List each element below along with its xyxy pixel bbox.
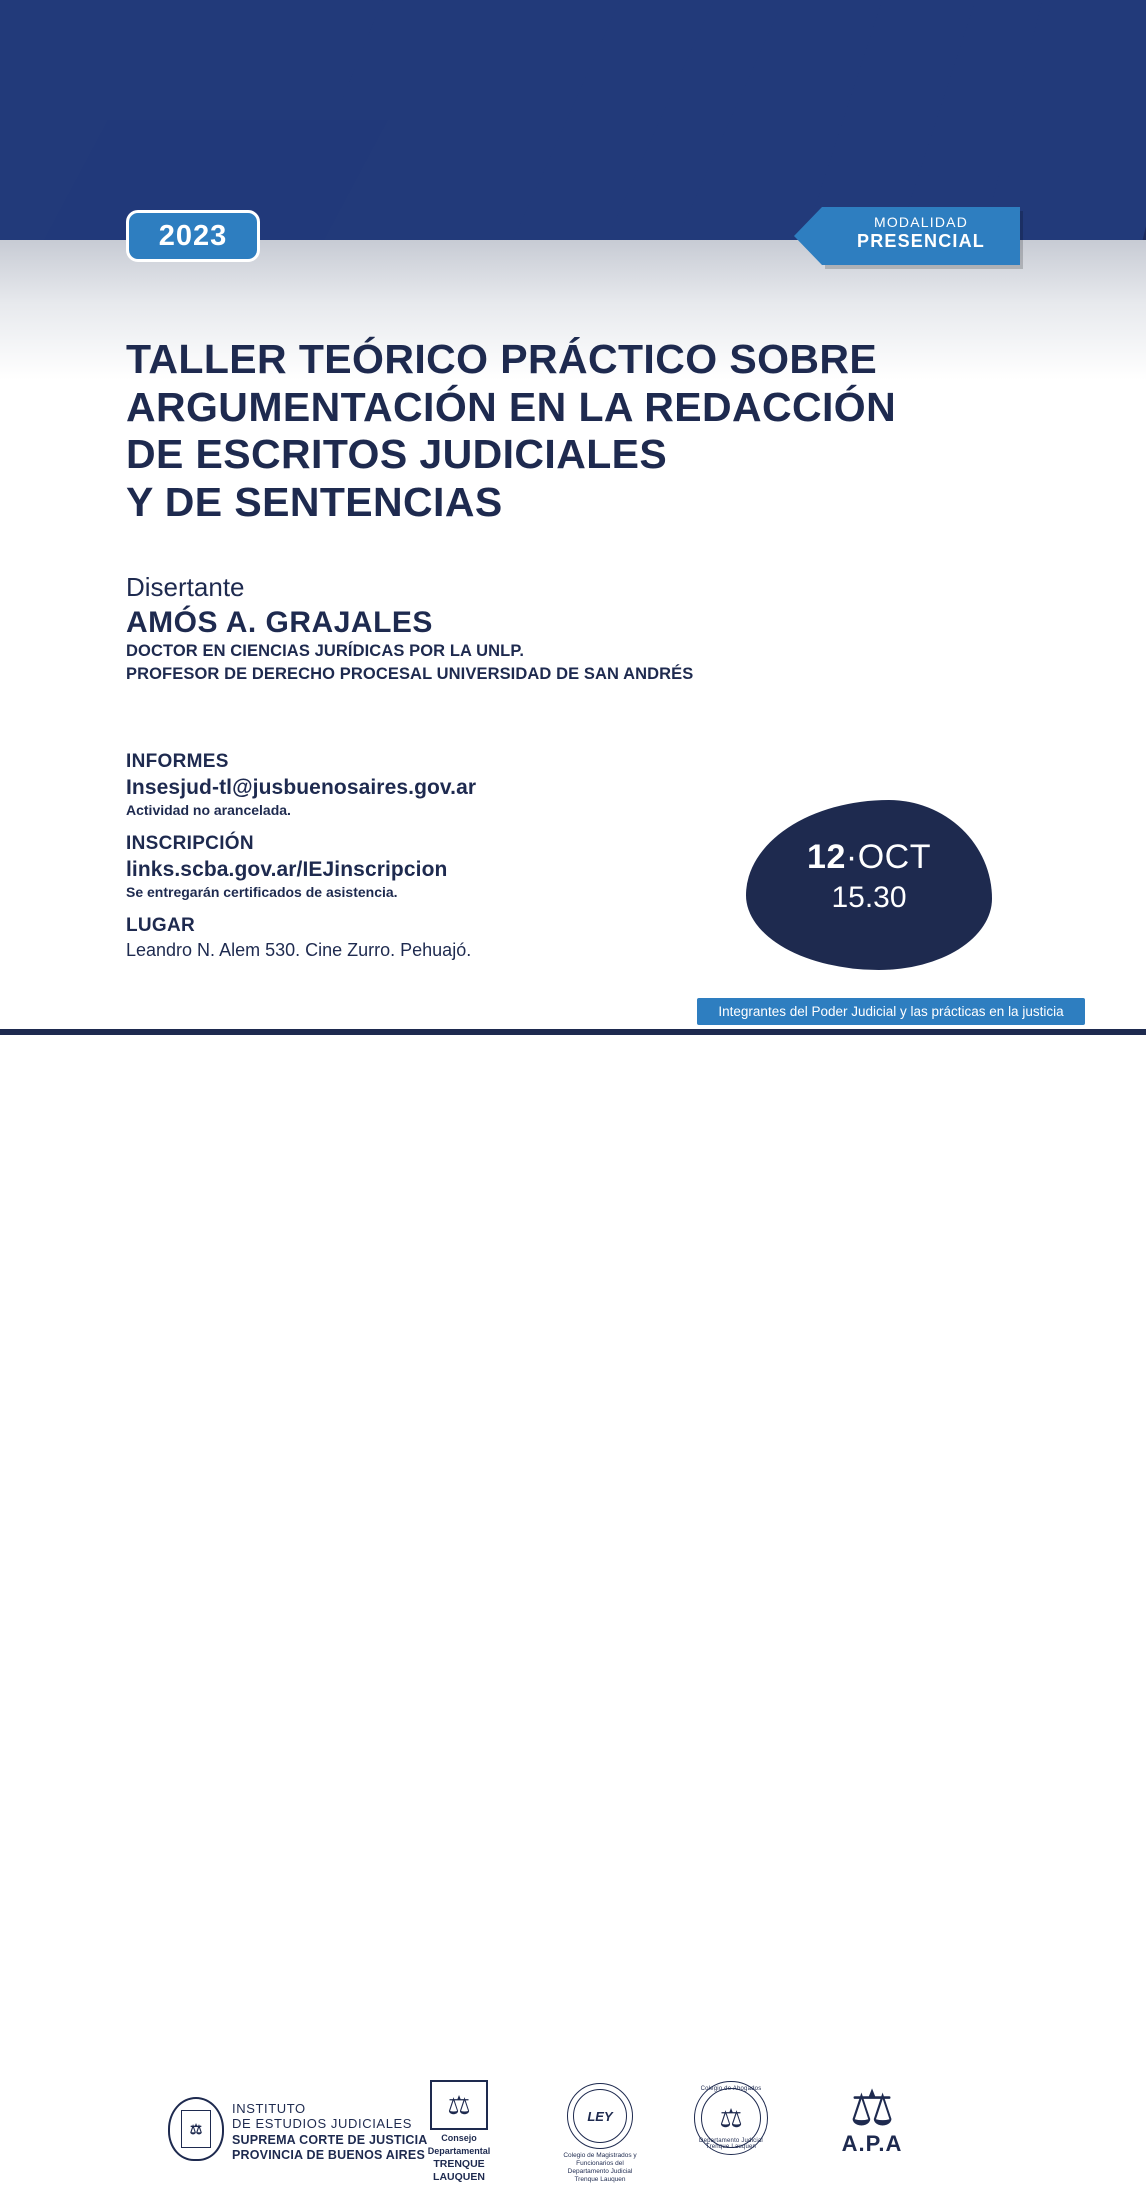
title-line-3: DE ESCRITOS JUDICIALES bbox=[126, 431, 668, 478]
logo-apa bbox=[818, 2080, 926, 2175]
date-day: 12 bbox=[807, 838, 846, 876]
speaker-name: AMÓS A. GRAJALES bbox=[126, 606, 433, 639]
speaker-credential-2: PROFESOR DE DERECHO PROCESAL UNIVERSIDAD DE SAN ANDRÉS bbox=[126, 665, 694, 683]
year-badge: 2023 bbox=[126, 210, 260, 262]
inscripcion-heading: INSCRIPCIÓN bbox=[126, 833, 254, 854]
logo-colegio-abogados bbox=[688, 2081, 774, 2171]
lugar-block bbox=[126, 915, 471, 961]
inscripcion-block bbox=[126, 833, 447, 900]
page-title bbox=[126, 336, 1046, 526]
audience-bar: Integrantes del Poder Judicial y las prácticas en la justicia bbox=[697, 998, 1085, 1025]
modality-label: MODALIDAD bbox=[873, 214, 969, 230]
speaker-credential-1: DOCTOR EN CIENCIAS JURÍDICAS POR LA UNLP. bbox=[126, 642, 525, 660]
iej-line-1: INSTITUTO bbox=[232, 2101, 306, 2116]
lugar-heading: LUGAR bbox=[126, 915, 196, 936]
title-line-1: TALLER TEÓRICO PRÁCTICO SOBRE bbox=[126, 336, 878, 382]
speaker-label: Disertante bbox=[126, 572, 245, 602]
title-line-4: Y DE SENTENCIAS bbox=[126, 478, 503, 525]
crest-glyph: ⚖ bbox=[181, 2110, 211, 2148]
consejo-line-4: LAUQUEN bbox=[433, 2170, 485, 2183]
iej-line-2: DE ESTUDIOS JUDICIALES bbox=[232, 2116, 413, 2131]
iej-line-4: PROVINCIA DE BUENOS AIRES bbox=[232, 2148, 425, 2162]
colegio-arc-top: Colegio de Abogados bbox=[700, 2086, 762, 2092]
lugar-address: Leandro N. Alem 530. Cine Zurro. Pehuajó. bbox=[126, 940, 472, 960]
consejo-line-2: Departamental bbox=[427, 2146, 491, 2157]
date-day-month bbox=[746, 838, 992, 877]
iej-line-3: SUPREMA CORTE DE JUSTICIA bbox=[232, 2133, 428, 2147]
consejo-glyph-icon: ⚖ bbox=[430, 2080, 488, 2130]
apa-text: A.P.A bbox=[841, 2131, 903, 2156]
date-badge bbox=[746, 800, 992, 970]
informes-heading: INFORMES bbox=[126, 751, 229, 772]
inscripcion-note: Se entregarán certificados de asistencia. bbox=[126, 884, 398, 900]
modality-flag bbox=[822, 207, 1020, 265]
crest-icon bbox=[168, 2097, 224, 2161]
inscripcion-link[interactable]: links.scba.gov.ar/IEJinscripcion bbox=[126, 858, 448, 881]
footer bbox=[0, 1035, 1146, 2184]
consejo-line-1: Consejo bbox=[441, 2133, 477, 2143]
logo-consejo-departamental bbox=[424, 2080, 494, 2183]
colegio-seal-icon bbox=[694, 2081, 768, 2155]
ley-caption: Colegio de Magistrados y Funcionarios del Departamento Judicial Trenque Lauquen bbox=[563, 2152, 637, 2184]
informes-email[interactable]: Insesjud-tl@jusbuenosaires.gov.ar bbox=[126, 776, 477, 799]
consejo-line-3: TRENQUE bbox=[433, 2157, 485, 2170]
modality-value: PRESENCIAL bbox=[856, 231, 985, 251]
informes-note: Actividad no arancelada. bbox=[126, 802, 291, 818]
logo-colegio-magistrados bbox=[558, 2083, 642, 2184]
date-month: OCT bbox=[857, 838, 931, 876]
colegio-glyph: ⚖ bbox=[719, 2102, 743, 2133]
scale-icon: ⚖ bbox=[849, 2080, 895, 2136]
date-separator: · bbox=[845, 838, 858, 876]
colegio-arc-bottom: Departamento Judicial Trenque Lauquen bbox=[699, 2138, 763, 2150]
date-time: 15.30 bbox=[831, 881, 907, 914]
title-line-2: ARGUMENTACIÓN EN LA REDACCIÓN bbox=[126, 383, 897, 430]
ley-seal-icon: LEY bbox=[567, 2083, 633, 2149]
informes-block bbox=[126, 751, 476, 818]
